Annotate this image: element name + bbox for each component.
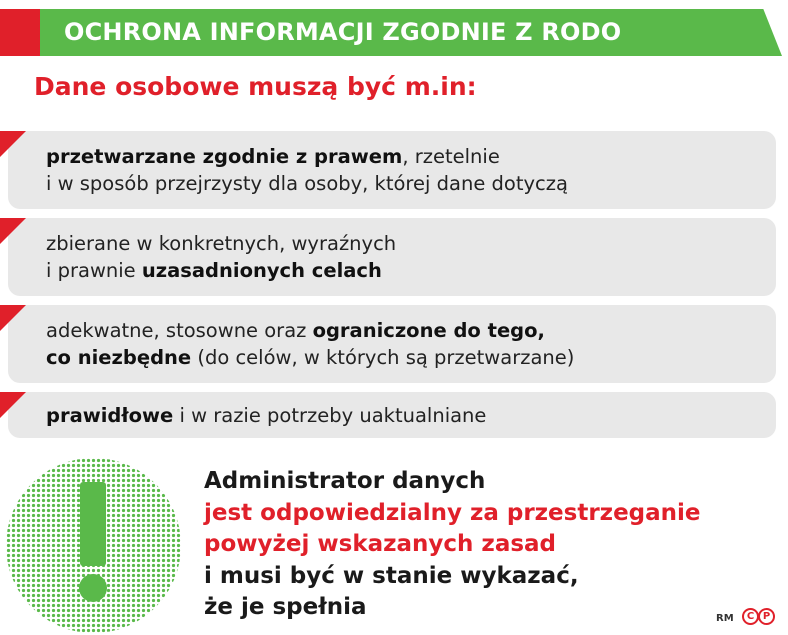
principle-item-purpose xyxy=(8,218,776,296)
admin-line: powyżej wskazanych zasad xyxy=(204,531,557,557)
principle-text xyxy=(46,143,568,197)
principle-span: i w razie potrzeby uaktualniane xyxy=(173,403,487,427)
principle-span: zbierane w konkretnych, wyraźnych xyxy=(46,232,397,255)
admin-line: jest odpowiedzialny za przestrzeganie xyxy=(204,499,701,526)
principle-item-lawful xyxy=(8,131,776,209)
admin-line: i musi być w stanie wykazać, xyxy=(204,562,579,589)
exclamation-dot xyxy=(79,574,107,602)
principle-bold: przetwarzane zgodnie z prawem xyxy=(46,145,403,168)
principle-span: , rzetelnie xyxy=(402,145,500,168)
copyright-c-logo-icon: C xyxy=(742,608,759,625)
admin-line: że je spełnia xyxy=(204,594,367,620)
exclamation-mark-icon xyxy=(6,458,181,633)
principle-bold: prawidłowe xyxy=(46,403,174,427)
red-triangle-marker-icon xyxy=(0,305,26,331)
red-triangle-marker-icon xyxy=(0,218,26,244)
author-initials: RM xyxy=(716,613,734,624)
administrator-statement xyxy=(204,466,701,624)
principle-span: i prawnie xyxy=(46,259,142,282)
subtitle: Dane osobowe muszą być m.in: xyxy=(34,72,477,101)
principle-bold: co niezbędne xyxy=(46,346,192,369)
principle-item-minimisation xyxy=(8,305,776,383)
principle-text xyxy=(46,230,396,284)
header-banner xyxy=(0,9,782,56)
header-title: OCHRONA INFORMACJI ZGODNIE Z RODO xyxy=(64,18,622,46)
principle-text xyxy=(46,317,574,371)
principle-bold: ograniczone do tego, xyxy=(312,319,545,342)
principle-span: i w sposób przejrzysty dla osoby, której dane dotyczą xyxy=(46,172,568,195)
principle-item-accuracy xyxy=(8,392,776,438)
principle-text xyxy=(46,402,486,429)
principle-span: adekwatne, stosowne oraz xyxy=(46,319,313,342)
principle-span: (do celów, w których są przetwarzane) xyxy=(191,346,575,369)
red-triangle-marker-icon xyxy=(0,392,26,418)
admin-line: Administrator danych xyxy=(204,468,486,494)
red-triangle-marker-icon xyxy=(0,131,26,157)
principle-bold: uzasadnionych celach xyxy=(141,259,382,282)
copyright-p-logo-icon: P xyxy=(758,608,775,625)
exclamation-bar xyxy=(80,482,106,566)
header-red-corner xyxy=(0,9,40,56)
